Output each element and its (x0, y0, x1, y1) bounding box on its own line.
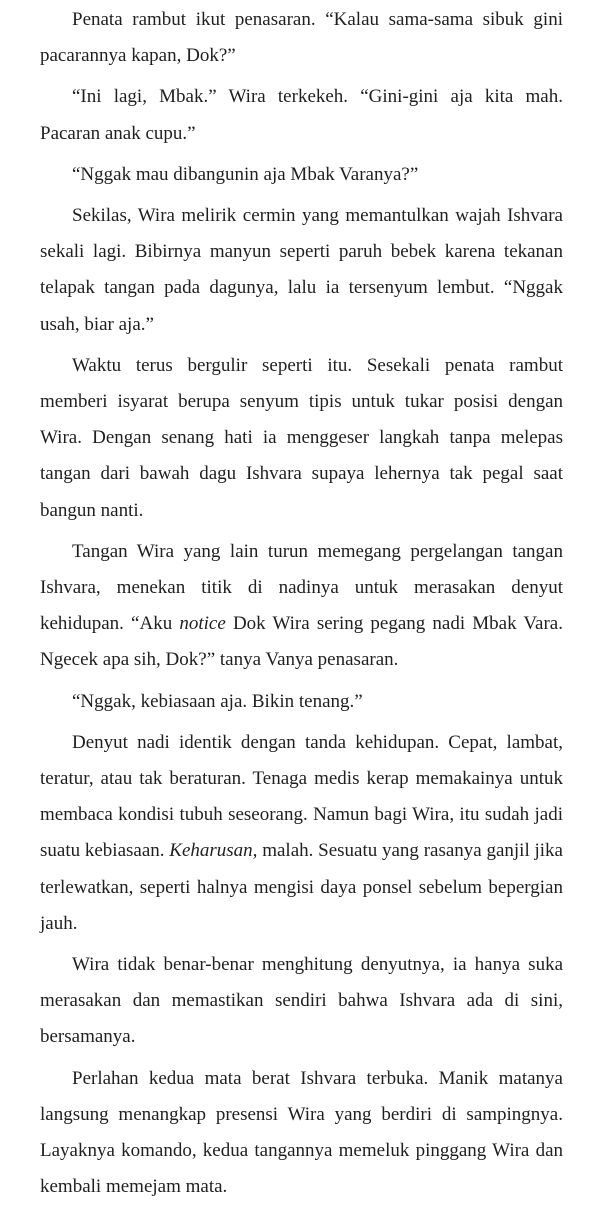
body-paragraph (40, 2, 563, 74)
body-paragraph (40, 157, 563, 193)
text-run: “Nggak, kebiasaan aja. Bikin tenang.” (72, 690, 363, 712)
italic-text: Keharusan, (169, 840, 258, 862)
italic-text: notice (179, 613, 226, 635)
text-run: malah. Sesuatu yang rasanya ganjil jika terlewatkan, seperti halnya mengisi daya ponsel sebelum bepergian jauh. (40, 840, 563, 934)
text-run: Denyut nadi identik dengan tanda kehidupan. Cepat, lambat, teratur, atau tak beraturan. Tenaga medis kerap memakainya untuk membaca kondisi tubuh seseorang. Namun bagi Wira, itu sudah jadi suatu kebiasaan. (40, 731, 563, 862)
text-run: Dok Wira sering pegang nadi Mbak Vara. Ngecek apa sih, Dok?” tanya Vanya penasaran. (40, 613, 563, 671)
text-run: Tangan Wira yang lain turun memegang pergelangan tangan Ishvara, menekan titik di nadinya untuk merasakan denyut kehidupan. “Aku (40, 540, 563, 635)
body-paragraph (40, 947, 563, 1056)
body-paragraph (40, 348, 563, 529)
body-paragraph (40, 198, 563, 343)
text-run: Perlahan kedua mata berat Ishvara terbuka. Manik matanya langsung menangkap presensi Wira yang berdiri di sampingnya. Layaknya komando, kedua tangannya memeluk pinggang Wira dan kembali memejam mata. (40, 1067, 563, 1198)
text-run: “Ini lagi, Mbak.” Wira terkekeh. “Gini-gini aja kita mah. Pacaran anak cupu.” (40, 86, 563, 144)
body-paragraph (40, 534, 563, 679)
text-run: Waktu terus bergulir seperti itu. Sesekali penata rambut memberi isyarat berupa senyum tipis untuk tukar posisi dengan Wira. Dengan senang hati ia menggeser langkah tanpa melepas tangan dari bawah dagu Ishvara supaya lehernya tak pegal saat bangun nanti. (40, 354, 563, 521)
body-paragraph (40, 684, 563, 720)
body-paragraph (40, 725, 563, 942)
text-run: “Nggak mau dibangunin aja Mbak Varanya?” (72, 163, 419, 185)
body-paragraph (40, 1061, 563, 1206)
body-paragraph (40, 79, 563, 151)
text-run: Sekilas, Wira melirik cermin yang memantulkan wajah Ishvara sekali lagi. Bibirnya manyun seperti paruh bebek karena tekanan telapak tangan pada dagunya, lalu ia tersenyum lembut. “Nggak usah, biar aja.” (40, 205, 563, 335)
text-run: Penata rambut ikut penasaran. “Kalau sama-sama sibuk gini pacarannya kapan, Dok?” (40, 9, 563, 67)
text-run: Wira tidak benar-benar menghitung denyutnya, ia hanya suka merasakan dan memastikan sendiri bahwa Ishvara ada di sini, bersamanya. (40, 954, 563, 1048)
